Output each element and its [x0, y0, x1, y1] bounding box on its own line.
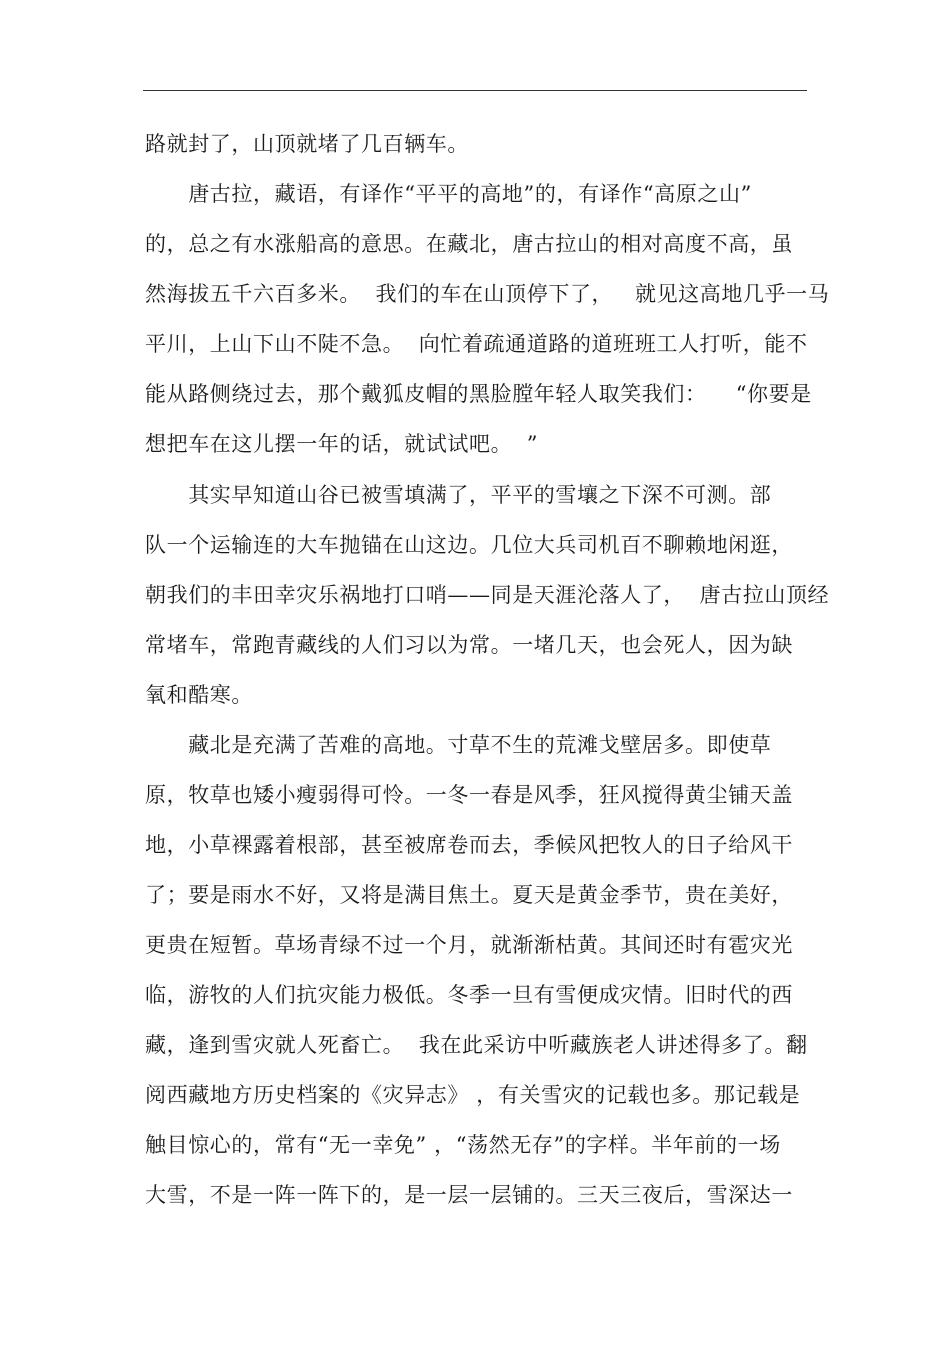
- text-line: 藏，逢到雪灾就人死畜亡。 我在此采访中听藏族老人讲述得多了。翻: [145, 1033, 808, 1057]
- text-line: 藏北是充满了苦难的高地。寸草不生的荒滩戈壁居多。即使草: [145, 733, 772, 757]
- text-line: 唐古拉，藏语，有译作“平平的高地”的，有译作“高原之山”: [145, 182, 752, 206]
- header-rule: [143, 90, 807, 91]
- text-line: 常堵车，常跑青藏线的人们习以为常。一堵几天，也会死人，因为缺: [145, 633, 793, 657]
- text-line: 更贵在短暂。草场青绿不过一个月，就渐渐枯黄。其间还时有雹灾光: [145, 933, 793, 957]
- text-line: 触目惊心的，常有“无一幸免” ，“荡然无存”的字样。半年前的一场: [145, 1133, 781, 1157]
- text-line: 想把车在这儿摆一年的话，就试试吧。 ”: [145, 432, 539, 456]
- text-line: 氧和酷寒。: [145, 683, 253, 707]
- text-line: 阅西藏地方历史档案的《灾异志》 ，有关雪灾的记载也多。那记载是: [145, 1083, 801, 1107]
- text-line: 朝我们的丰田幸灾乐祸地打口哨——同是天涯沦落人了， 唐古拉山顶经: [145, 583, 830, 607]
- text-line: 的，总之有水涨船高的意思。在藏北，唐古拉山的相对高度不高，虽: [145, 232, 793, 256]
- text-line: 平川，上山下山不陡不急。 向忙着疏通道路的道班班工人打听，能不: [145, 332, 808, 356]
- text-line: 能从路侧绕过去，那个戴狐皮帽的黑脸膛年轻人取笑我们： “你要是: [145, 382, 812, 406]
- text-line: 然海拔五千六百多米。 我们的车在山顶停下了， 就见这高地几乎一马: [145, 282, 830, 306]
- text-line: 原，牧草也矮小瘦弱得可怜。一冬一春是风季，狂风搅得黄尘铺天盖: [145, 783, 793, 807]
- text-line: 临，游牧的人们抗灾能力极低。冬季一旦有雪便成灾情。旧时代的西: [145, 983, 793, 1007]
- text-line: 路就封了，山顶就堵了几百辆车。: [145, 132, 469, 156]
- text-line: 队一个运输连的大车抛锚在山这边。几位大兵司机百不聊赖地闲逛，: [145, 533, 793, 557]
- text-line: 地，小草裸露着根部，甚至被席卷而去，季候风把牧人的日子给风干: [145, 833, 793, 857]
- text-line: 了；要是雨水不好，又将是满目焦土。夏天是黄金季节，贵在美好，: [145, 883, 793, 907]
- text-line: 大雪，不是一阵一阵下的，是一层一层铺的。三天三夜后，雪深达一: [145, 1183, 793, 1207]
- text-line: 其实早知道山谷已被雪填满了，平平的雪壤之下深不可测。部: [145, 483, 772, 507]
